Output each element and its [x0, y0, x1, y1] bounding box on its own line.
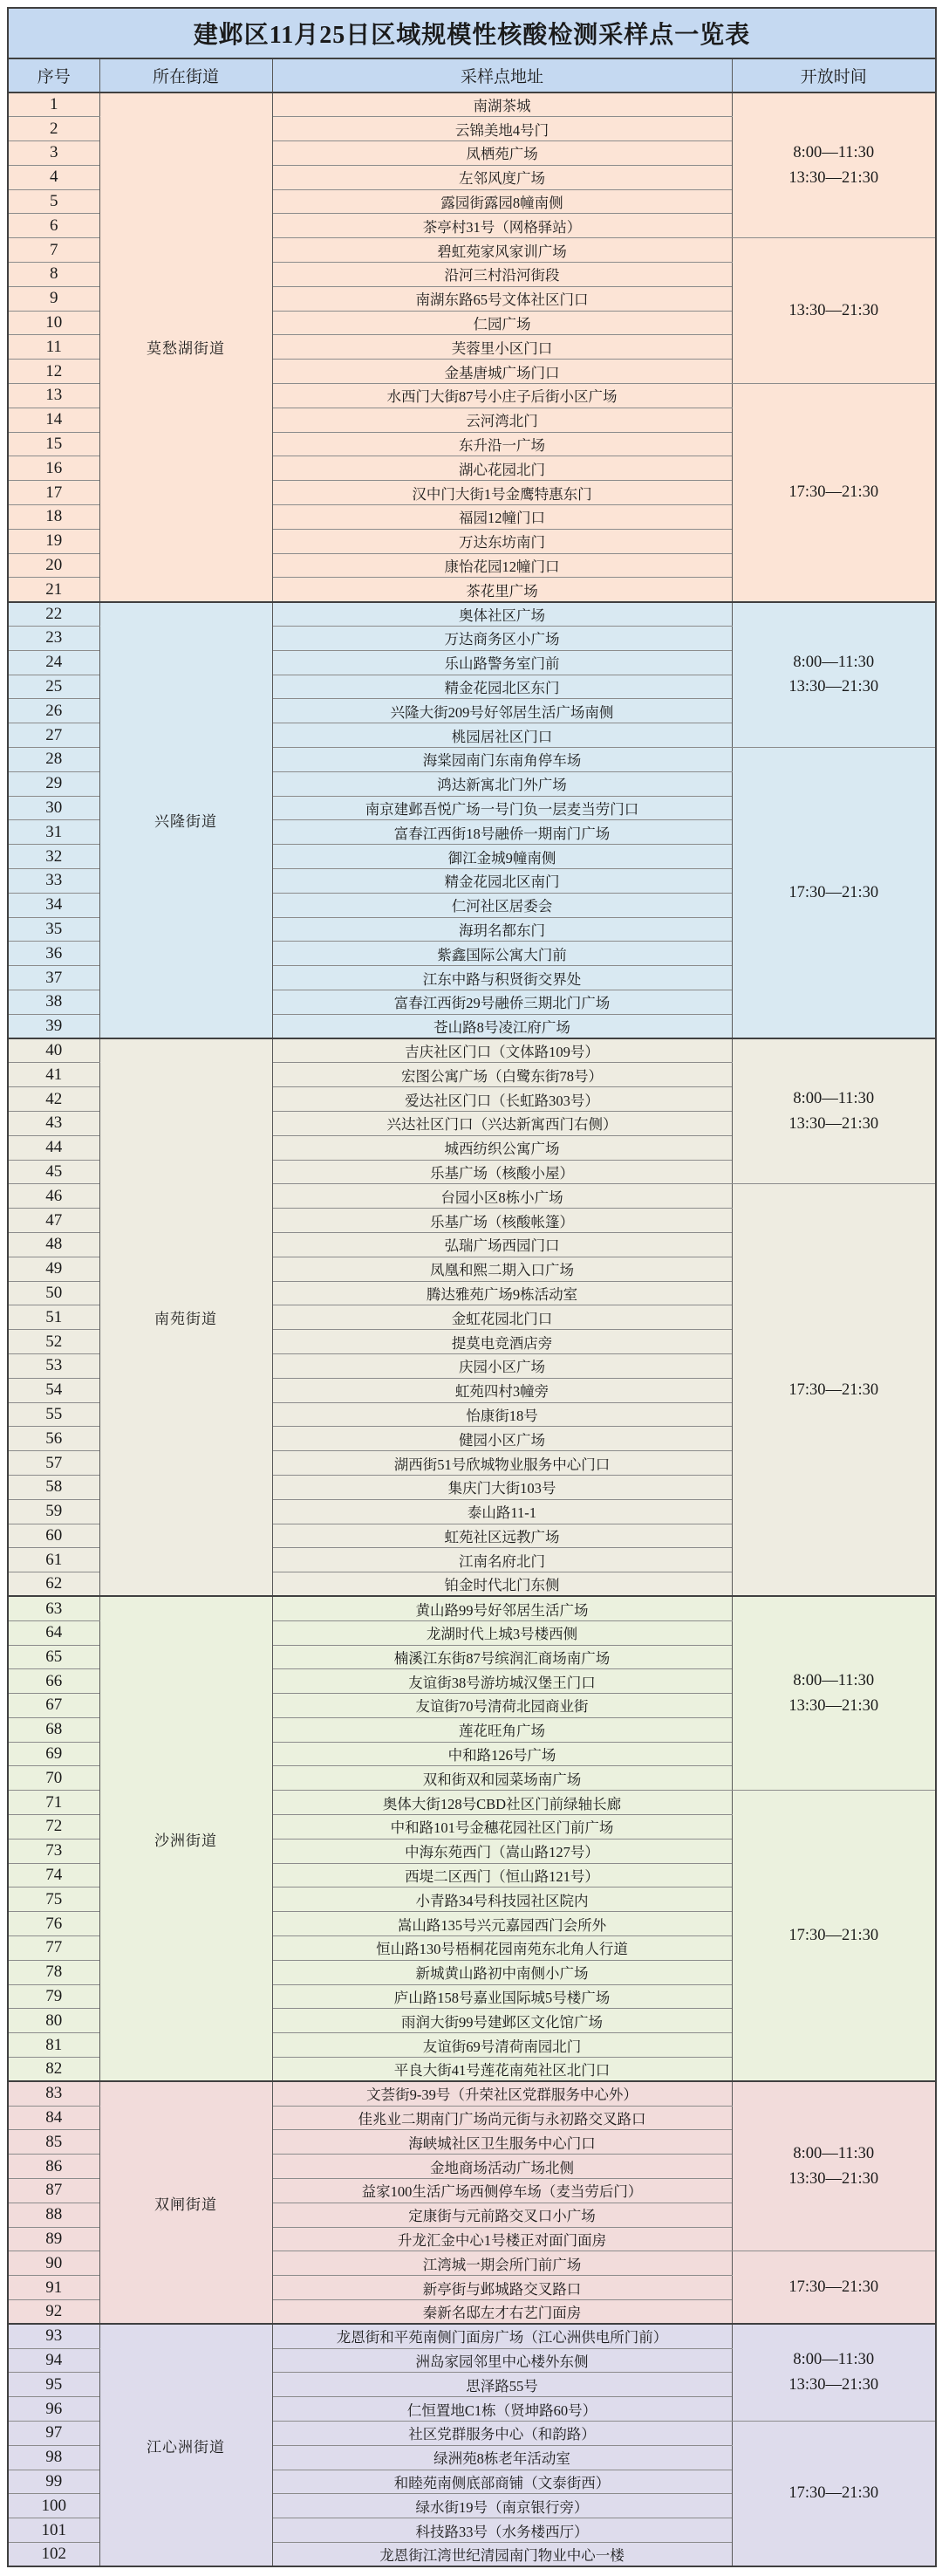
site-address: 东升沿一广场 — [272, 432, 732, 456]
row-index: 30 — [8, 796, 99, 820]
row-index: 1 — [8, 92, 99, 117]
row-index: 45 — [8, 1160, 99, 1184]
table-row — [8, 602, 936, 627]
site-address: 凤栖苑广场 — [272, 141, 732, 166]
time-range: 13:30—21:30 — [788, 301, 879, 319]
time-range: 8:00—11:30 — [793, 2351, 875, 2369]
table-title-row — [8, 8, 936, 58]
row-index: 14 — [8, 408, 99, 432]
row-index: 31 — [8, 820, 99, 845]
site-address: 城西纺织公寓广场 — [272, 1135, 732, 1160]
row-index: 41 — [8, 1063, 99, 1087]
row-index: 95 — [8, 2373, 99, 2397]
row-index: 89 — [8, 2227, 99, 2251]
site-address: 兴达社区门口（兴达新寓西门右侧） — [272, 1111, 732, 1135]
site-address: 金基唐城广场门口 — [272, 360, 732, 384]
row-index: 74 — [8, 1863, 99, 1887]
site-address: 庆园小区广场 — [272, 1353, 732, 1378]
time-cell — [732, 238, 936, 384]
site-address: 铂金时代北门东侧 — [272, 1572, 732, 1597]
street-cell: 兴隆街道 — [99, 602, 272, 1038]
time-cell — [732, 2324, 936, 2421]
site-address: 社区党群服务中心（和韵路） — [272, 2422, 732, 2446]
time-range: 8:00—11:30 — [793, 1672, 875, 1690]
site-address: 芙蓉里小区门口 — [272, 335, 732, 360]
row-index: 73 — [8, 1839, 99, 1863]
row-index: 47 — [8, 1209, 99, 1233]
site-address: 汉中门大街1号金鹰特惠东门 — [272, 481, 732, 505]
time-cell — [732, 92, 936, 238]
row-index: 96 — [8, 2397, 99, 2422]
row-index: 61 — [8, 1548, 99, 1572]
time-cell — [732, 1596, 936, 1790]
street-cell: 沙洲街道 — [99, 1596, 272, 2081]
row-index: 80 — [8, 2009, 99, 2033]
site-address: 升龙汇金中心1号楼正对面门面房 — [272, 2227, 732, 2251]
row-index: 100 — [8, 2494, 99, 2518]
time-range: 13:30—21:30 — [788, 1696, 879, 1715]
row-index: 49 — [8, 1257, 99, 1281]
site-address: 腾达雅苑广场9栋活动室 — [272, 1281, 732, 1305]
row-index: 76 — [8, 1912, 99, 1936]
row-index: 6 — [8, 214, 99, 238]
site-address: 友谊街38号游坊城汉堡王门口 — [272, 1669, 732, 1694]
site-address: 云河湾北门 — [272, 408, 732, 432]
site-address: 宏图公寓广场（白鹭东街78号） — [272, 1063, 732, 1087]
row-index: 25 — [8, 675, 99, 699]
row-index: 72 — [8, 1815, 99, 1840]
row-index: 92 — [8, 2300, 99, 2325]
time-range: 13:30—21:30 — [788, 2376, 879, 2394]
table-row — [8, 92, 936, 117]
site-address: 乐山路警务室门前 — [272, 650, 732, 675]
row-index: 23 — [8, 627, 99, 651]
site-address: 江南名府北门 — [272, 1548, 732, 1572]
site-address: 精金花园北区南门 — [272, 869, 732, 894]
row-index: 57 — [8, 1451, 99, 1476]
row-index: 12 — [8, 360, 99, 384]
site-address: 龙湖时代上城3号楼西侧 — [272, 1620, 732, 1645]
row-index: 24 — [8, 650, 99, 675]
site-address: 友谊街69号清荷南园北门 — [272, 2033, 732, 2058]
row-index: 70 — [8, 1766, 99, 1791]
time-cell — [732, 748, 936, 1039]
row-index: 40 — [8, 1038, 99, 1063]
row-index: 46 — [8, 1184, 99, 1209]
site-address: 怡康街18号 — [272, 1402, 732, 1427]
site-address: 庐山路158号嘉业国际城5号楼广场 — [272, 1984, 732, 2009]
row-index: 27 — [8, 723, 99, 748]
time-range: 17:30—21:30 — [788, 1926, 879, 1944]
site-address: 金地商场活动广场北侧 — [272, 2155, 732, 2179]
site-address: 绿水街19号（南京银行旁） — [272, 2494, 732, 2518]
row-index: 42 — [8, 1087, 99, 1112]
row-index: 44 — [8, 1135, 99, 1160]
time-cell — [732, 2081, 936, 2251]
site-address: 黄山路99号好邻居生活广场 — [272, 1596, 732, 1620]
site-address: 中和路101号金穗花园社区门前广场 — [272, 1815, 732, 1840]
row-index: 84 — [8, 2106, 99, 2130]
row-index: 26 — [8, 699, 99, 723]
time-range: 17:30—21:30 — [788, 2278, 879, 2297]
site-address: 佳兆业二期南门广场尚元街与永初路交叉路口 — [272, 2106, 732, 2130]
row-index: 102 — [8, 2542, 99, 2566]
site-address: 定康街与元前路交叉口小广场 — [272, 2203, 732, 2227]
row-index: 81 — [8, 2033, 99, 2058]
site-address: 龙恩街江湾世纪清园南门物业中心一楼 — [272, 2542, 732, 2566]
row-index: 88 — [8, 2203, 99, 2227]
row-index: 66 — [8, 1669, 99, 1694]
row-index: 33 — [8, 869, 99, 894]
site-address: 中和路126号广场 — [272, 1742, 732, 1766]
row-index: 35 — [8, 917, 99, 942]
time-range: 13:30—21:30 — [788, 2169, 879, 2188]
row-index: 11 — [8, 335, 99, 360]
row-index: 68 — [8, 1717, 99, 1742]
site-address: 雨润大街99号建邺区文化馆广场 — [272, 2009, 732, 2033]
site-address: 富春江西街29号融侨三期北门广场 — [272, 990, 732, 1014]
row-index: 48 — [8, 1232, 99, 1257]
row-index: 75 — [8, 1887, 99, 1912]
row-index: 71 — [8, 1791, 99, 1815]
time-range: 13:30—21:30 — [788, 678, 879, 696]
row-index: 54 — [8, 1378, 99, 1402]
row-index: 2 — [8, 117, 99, 141]
row-index: 43 — [8, 1111, 99, 1135]
row-index: 83 — [8, 2081, 99, 2106]
time-range: 17:30—21:30 — [788, 1380, 879, 1399]
site-address: 茶花里广场 — [272, 578, 732, 602]
site-address: 平良大街41号莲花南苑社区北门口 — [272, 2058, 732, 2082]
site-address: 新亭街与邺城路交叉路口 — [272, 2276, 732, 2300]
site-address: 碧虹苑家风家训广场 — [272, 238, 732, 263]
time-cell — [732, 2422, 936, 2567]
street-cell: 南苑街道 — [99, 1038, 272, 1596]
site-address: 恒山路130号梧桐花园南苑东北角人行道 — [272, 1936, 732, 1961]
row-index: 37 — [8, 966, 99, 990]
site-address: 凤凰和熙二期入口广场 — [272, 1257, 732, 1281]
site-address: 仁恒置地C1栋（贤坤路60号） — [272, 2397, 732, 2422]
row-index: 20 — [8, 553, 99, 578]
row-index: 79 — [8, 1984, 99, 2009]
row-index: 38 — [8, 990, 99, 1014]
site-address: 露园街露园8幢南侧 — [272, 189, 732, 214]
site-address: 台园小区8栋小广场 — [272, 1184, 732, 1209]
site-address: 南京建邺吾悦广场一号门负一层麦当劳门口 — [272, 796, 732, 820]
row-index: 18 — [8, 505, 99, 530]
row-index: 28 — [8, 748, 99, 772]
row-index: 53 — [8, 1353, 99, 1378]
time-cell — [732, 602, 936, 748]
row-index: 17 — [8, 481, 99, 505]
row-index: 5 — [8, 189, 99, 214]
row-index: 60 — [8, 1524, 99, 1548]
site-address: 桃园居社区门口 — [272, 723, 732, 748]
row-index: 97 — [8, 2422, 99, 2446]
column-header-time: 开放时间 — [732, 58, 936, 92]
site-address: 福园12幢门口 — [272, 505, 732, 530]
site-address: 云锦美地4号门 — [272, 117, 732, 141]
row-index: 98 — [8, 2445, 99, 2470]
row-index: 58 — [8, 1475, 99, 1499]
row-index: 86 — [8, 2155, 99, 2179]
site-address: 精金花园北区东门 — [272, 675, 732, 699]
table-row — [8, 1038, 936, 1063]
row-index: 87 — [8, 2179, 99, 2203]
site-address: 爱达社区门口（长虹路303号） — [272, 1087, 732, 1112]
row-index: 4 — [8, 165, 99, 189]
row-index: 93 — [8, 2324, 99, 2348]
site-address: 和睦苑南侧底部商铺（文泰街西） — [272, 2470, 732, 2494]
column-header-street: 所在街道 — [99, 58, 272, 92]
row-index: 16 — [8, 456, 99, 481]
site-address: 兴隆大街209号好邻居生活广场南侧 — [272, 699, 732, 723]
row-index: 50 — [8, 1281, 99, 1305]
site-address: 康怡花园12幢门口 — [272, 553, 732, 578]
street-cell: 莫愁湖街道 — [99, 92, 272, 602]
row-index: 7 — [8, 238, 99, 263]
row-index: 65 — [8, 1645, 99, 1669]
row-index: 69 — [8, 1742, 99, 1766]
site-address: 金虹花园北门口 — [272, 1305, 732, 1330]
site-address: 苍山路8号凌江府广场 — [272, 1014, 732, 1038]
time-cell — [732, 384, 936, 602]
row-index: 101 — [8, 2518, 99, 2543]
site-address: 嵩山路135号兴元嘉园西门会所外 — [272, 1912, 732, 1936]
time-range: 8:00—11:30 — [793, 653, 875, 671]
row-index: 78 — [8, 1960, 99, 1984]
row-index: 34 — [8, 893, 99, 917]
row-index: 19 — [8, 529, 99, 553]
site-address: 龙恩街和平苑南侧门面房广场（江心洲供电所门前） — [272, 2324, 732, 2348]
table-row — [8, 2324, 936, 2348]
row-index: 3 — [8, 141, 99, 166]
site-address: 富春江西街18号融侨一期南门广场 — [272, 820, 732, 845]
row-index: 63 — [8, 1596, 99, 1620]
table-row — [8, 1596, 936, 1620]
site-address: 洲岛家园邻里中心楼外东侧 — [272, 2348, 732, 2373]
row-index: 22 — [8, 602, 99, 627]
site-address: 水西门大街87号小庄子后街小区广场 — [272, 384, 732, 408]
sampling-sites-table — [7, 7, 937, 2567]
site-address: 南湖茶城 — [272, 92, 732, 117]
site-address: 集庆门大街103号 — [272, 1475, 732, 1499]
site-address: 御江金城9幢南侧 — [272, 845, 732, 869]
site-address: 绿洲苑8栋老年活动室 — [272, 2445, 732, 2470]
site-address: 双和街双和园菜场南广场 — [272, 1766, 732, 1791]
site-address: 鸿达新寓北门外广场 — [272, 771, 732, 796]
time-range: 8:00—11:30 — [793, 2145, 875, 2163]
row-index: 10 — [8, 311, 99, 335]
site-address: 湖西街51号欣城物业服务中心门口 — [272, 1451, 732, 1476]
time-cell — [732, 2251, 936, 2324]
street-cell: 江心洲街道 — [99, 2324, 272, 2566]
row-index: 32 — [8, 845, 99, 869]
row-index: 56 — [8, 1427, 99, 1451]
site-address: 健园小区广场 — [272, 1427, 732, 1451]
table-row — [8, 2081, 936, 2106]
table-body — [8, 92, 936, 2566]
row-index: 39 — [8, 1014, 99, 1038]
site-address: 仁园广场 — [272, 311, 732, 335]
row-index: 36 — [8, 942, 99, 966]
site-address: 海棠园南门东南角停车场 — [272, 748, 732, 772]
site-address: 万达商务区小广场 — [272, 627, 732, 651]
site-address: 西堤二区西门（恒山路121号） — [272, 1863, 732, 1887]
column-header-row — [8, 58, 936, 92]
site-address: 仁河社区居委会 — [272, 893, 732, 917]
site-address: 提莫电竞酒店旁 — [272, 1330, 732, 1354]
row-index: 85 — [8, 2130, 99, 2155]
time-cell — [732, 1184, 936, 1597]
row-index: 29 — [8, 771, 99, 796]
time-range: 13:30—21:30 — [788, 1114, 879, 1133]
site-address: 虹苑四村3幢旁 — [272, 1378, 732, 1402]
row-index: 77 — [8, 1936, 99, 1961]
site-address: 南湖东路65号文体社区门口 — [272, 286, 732, 311]
row-index: 51 — [8, 1305, 99, 1330]
row-index: 13 — [8, 384, 99, 408]
row-index: 8 — [8, 263, 99, 287]
row-index: 55 — [8, 1402, 99, 1427]
site-address: 湖心花园北门 — [272, 456, 732, 481]
row-index: 82 — [8, 2058, 99, 2082]
row-index: 9 — [8, 286, 99, 311]
site-address: 益家100生活广场西侧停车场（麦当劳后门） — [272, 2179, 732, 2203]
time-range: 17:30—21:30 — [788, 883, 879, 901]
column-header-address: 采样点地址 — [272, 58, 732, 92]
site-address: 吉庆社区门口（文体路109号） — [272, 1038, 732, 1063]
row-index: 21 — [8, 578, 99, 602]
site-address: 虹苑社区远教广场 — [272, 1524, 732, 1548]
site-address: 中海东苑西门（嵩山路127号） — [272, 1839, 732, 1863]
column-header-index: 序号 — [8, 58, 99, 92]
site-address: 奥体社区广场 — [272, 602, 732, 627]
row-index: 67 — [8, 1694, 99, 1718]
site-address: 友谊街70号清荷北园商业街 — [272, 1694, 732, 1718]
row-index: 99 — [8, 2470, 99, 2494]
site-address: 泰山路11-1 — [272, 1499, 732, 1524]
site-address: 莲花旺角广场 — [272, 1717, 732, 1742]
site-address: 秦新名邸左才右艺门面房 — [272, 2300, 732, 2325]
site-address: 乐基广场（核酸小屋） — [272, 1160, 732, 1184]
row-index: 59 — [8, 1499, 99, 1524]
street-cell: 双闸街道 — [99, 2081, 272, 2324]
row-index: 91 — [8, 2276, 99, 2300]
row-index: 94 — [8, 2348, 99, 2373]
page-title: 建邺区11月25日区域规模性核酸检测采样点一览表 — [8, 8, 936, 58]
time-range: 17:30—21:30 — [788, 2484, 879, 2503]
site-address: 奥体大街128号CBD社区门前绿轴长廊 — [272, 1791, 732, 1815]
site-address: 科技路33号（水务楼西厅） — [272, 2518, 732, 2543]
time-range: 8:00—11:30 — [793, 143, 875, 161]
site-address: 小青路34号科技园社区院内 — [272, 1887, 732, 1912]
site-address: 紫鑫国际公寓大门前 — [272, 942, 732, 966]
time-cell — [732, 1038, 936, 1184]
row-index: 90 — [8, 2251, 99, 2276]
site-address: 海玥名都东门 — [272, 917, 732, 942]
site-address: 左邻风度广场 — [272, 165, 732, 189]
site-address: 茶亭村31号（网格驿站） — [272, 214, 732, 238]
site-address: 海峡城社区卫生服务中心门口 — [272, 2130, 732, 2155]
site-address: 万达东坊南门 — [272, 529, 732, 553]
row-index: 64 — [8, 1620, 99, 1645]
site-address: 新城黄山路初中南侧小广场 — [272, 1960, 732, 1984]
row-index: 15 — [8, 432, 99, 456]
site-address: 沿河三村沿河街段 — [272, 263, 732, 287]
site-address: 弘瑞广场西园门口 — [272, 1232, 732, 1257]
site-address: 乐基广场（核酸帐篷） — [272, 1209, 732, 1233]
site-address: 江东中路与积贤街交界处 — [272, 966, 732, 990]
site-address: 文荟街9-39号（升荣社区党群服务中心外） — [272, 2081, 732, 2106]
site-address: 思泽路55号 — [272, 2373, 732, 2397]
time-range: 13:30—21:30 — [788, 168, 879, 187]
time-range: 8:00—11:30 — [793, 1090, 875, 1108]
row-index: 52 — [8, 1330, 99, 1354]
row-index: 62 — [8, 1572, 99, 1597]
time-cell — [732, 1791, 936, 2082]
site-address: 江湾城一期会所门前广场 — [272, 2251, 732, 2276]
site-address: 楠溪江东街87号缤润汇商场南广场 — [272, 1645, 732, 1669]
time-range: 17:30—21:30 — [788, 483, 879, 502]
